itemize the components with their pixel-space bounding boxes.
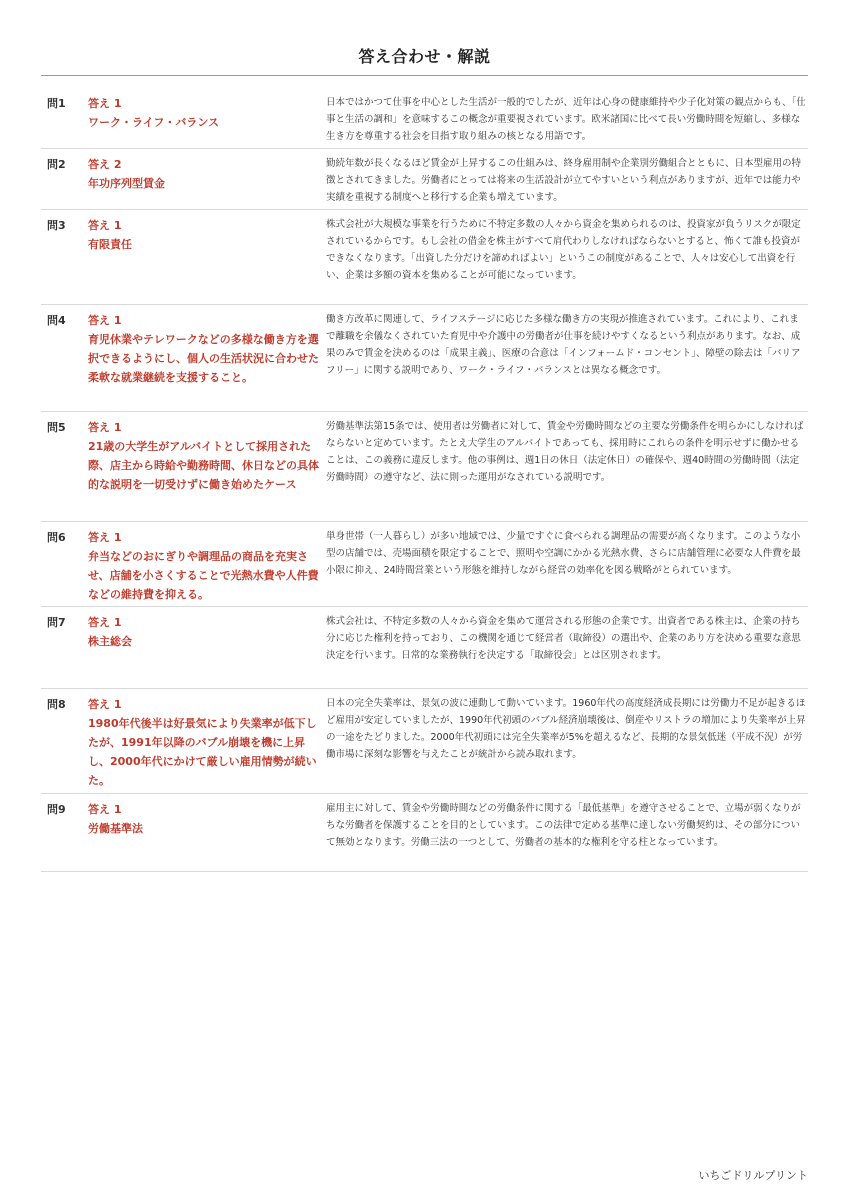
explanation-text: 雇用主に対して、賃金や労働時間などの労働条件に関する「最低基準」を遵守させることで、立場が弱くなりがちな労働者を保護することを目的としています。この法律で定める基準に達しない労働契約は、その部分について無効となります。労働三法の一つとして、労働者の基本的な権利を守る柱となっています。 [326,803,801,848]
answer-cell [88,210,326,304]
answer-cell [88,412,326,521]
answer-table [41,88,808,872]
answer-label: 答え 1 [88,531,122,544]
answer-label: 答え 1 [88,219,122,232]
question-number: 問7 [47,616,66,629]
answer-cell [88,88,326,148]
answer-cell [88,305,326,411]
page-title: 答え合わせ・解説 [358,47,491,66]
answer-label: 答え 1 [88,803,122,816]
explanation-text: 労働基準法第15条では、使用者は労働者に対して、賃金や労働時間などの主要な労働条件を明らかにしなければならないと定めています。たとえ大学生のアルバイトであっても、採用時にこれらの条件を明示せずに働かせることは、この義務に違反します。他の事例は、週1日の休日（法定休日）の確保や、週40時間の労働時間（法定労働時間）の遵守など、法に則った運用がなされている説明です。 [326,421,804,483]
table-row [41,305,808,412]
title-divider [41,75,808,76]
explanation-text: 日本ではかつて仕事を中心とした生活が一般的でしたが、近年は心身の健康維持や少子化対策の観点からも、「仕事と生活の調和」を意味するこの概念が重要視されています。欧米諸国に比べて長い労働時間を短縮し、多様な生き方を尊重する社会を目指す取り組みの核となる用語です。 [326,97,806,142]
answer-text: 21歳の大学生がアルバイトとして採用された際、店主から時給や勤務時間、休日などの具体的な説明を一切受けずに働き始めたケース [88,440,319,491]
question-number: 問1 [47,97,66,110]
answer-cell [88,607,326,688]
answer-cell [88,794,326,871]
table-row [41,522,808,607]
footer-credit: いちごドリルプリント [698,1169,808,1182]
question-number: 問2 [47,158,66,171]
question-number: 問3 [47,219,66,232]
question-number: 問4 [47,314,66,327]
table-row [41,149,808,210]
answer-text: 年功序列型賃金 [88,177,165,190]
answer-text: 株主総会 [88,635,132,648]
explanation-text: 株式会社は、不特定多数の人々から資金を集めて運営される形態の企業です。出資者である株主は、企業の持ち分に応じた権利を持っており、この機関を通じて経営者（取締役）の選出や、企業のあり方を決める重要な意思決定を行います。日常的な業務執行を決定する「取締役会」とは区別されます。 [326,616,801,661]
answer-label: 答え 1 [88,314,122,327]
table-row [41,794,808,872]
question-number: 問6 [47,531,66,544]
answer-text: 育児休業やテレワークなどの多様な働き方を選択できるようにし、個人の生活状況に合わせた柔軟な就業継続を支援すること。 [88,333,319,384]
explanation-text: 勤続年数が長くなるほど賃金が上昇するこの仕組みは、終身雇用制や企業別労働組合とともに、日本型雇用の特徴とされてきました。労働者にとっては将来の生活設計が立てやすいという利点がありますが、近年では能力や実績を重視する制度へと移行する企業も増えています。 [326,158,802,203]
table-row [41,412,808,522]
question-number: 問9 [47,803,66,816]
answer-cell [88,522,326,606]
answer-label: 答え 1 [88,421,122,434]
answer-text: 有限責任 [88,238,132,251]
answer-text: 1980年代後半は好景気により失業率が低下したが、1991年以降のバブル崩壊を機に上昇し、2000年代にかけて厳しい雇用情勢が続いた。 [88,717,317,787]
table-row [41,689,808,794]
table-row [41,88,808,149]
answer-label: 答え 1 [88,698,122,711]
explanation-text: 日本の完全失業率は、景気の波に連動して動いています。1960年代の高度経済成長期には労働力不足が起きるほど雇用が安定していましたが、1990年代初頭のバブル経済崩壊後は、倒産やリストラの増加により失業率が上昇の一途をたどりました。2000年代初頭には完全失業率が5%を超えるなど、長期的な景気低迷（平成不況）が労働市場に深刻な影響を与えたことが統計から読み取れます。 [326,698,806,760]
answer-text: 弁当などのおにぎりや調理品の商品を充実させ、店舗を小さくすることで光熱水費や人件費などの維持費を抑える。 [88,550,319,601]
explanation-text: 働き方改革に関連して、ライフステージに応じた多様な働き方の実現が推進されています。これにより、これまで離職を余儀なくされていた育児中や介護中の労働者が仕事を続けやすくなるという利点があります。なお、成果のみで賃金を決めるのは「成果主義」、医療の合意は「インフォームド・コンセント」、障壁の除去は「バリアフリー」に関する説明であり、ワーク・ライフ・バランスとは異なる概念です。 [326,314,801,376]
answer-text: ワーク・ライフ・バランス [88,116,220,129]
explanation-text: 株式会社が大規模な事業を行うために不特定多数の人々から資金を集められるのは、投資家が負うリスクが限定されているからです。もし会社の借金を株主がすべて肩代わりしなければならないとすると、怖くて誰も投資ができなくなります。「出資した分だけを諦めればよい」というこの制度があることで、人々は安心して出資を行い、企業は多額の資本を集めることが可能になっています。 [326,219,801,281]
answer-label: 答え 2 [88,158,122,171]
table-row [41,210,808,305]
question-number: 問5 [47,421,66,434]
question-number: 問8 [47,698,66,711]
table-row [41,607,808,689]
answer-label: 答え 1 [88,97,122,110]
explanation-text: 単身世帯（一人暮らし）が多い地域では、少量ですぐに食べられる調理品の需要が高くなります。このような小型の店舗では、売場面積を限定することで、照明や空調にかかる光熱水費、さらに店舗管理に必要な人件費を最小限に抑え、24時間営業という形態を維持しながら経営の効率化を図る戦略がとられています。 [326,531,801,576]
answer-cell [88,689,326,793]
answer-label: 答え 1 [88,616,122,629]
answer-text: 労働基準法 [88,822,143,835]
answer-cell [88,149,326,209]
